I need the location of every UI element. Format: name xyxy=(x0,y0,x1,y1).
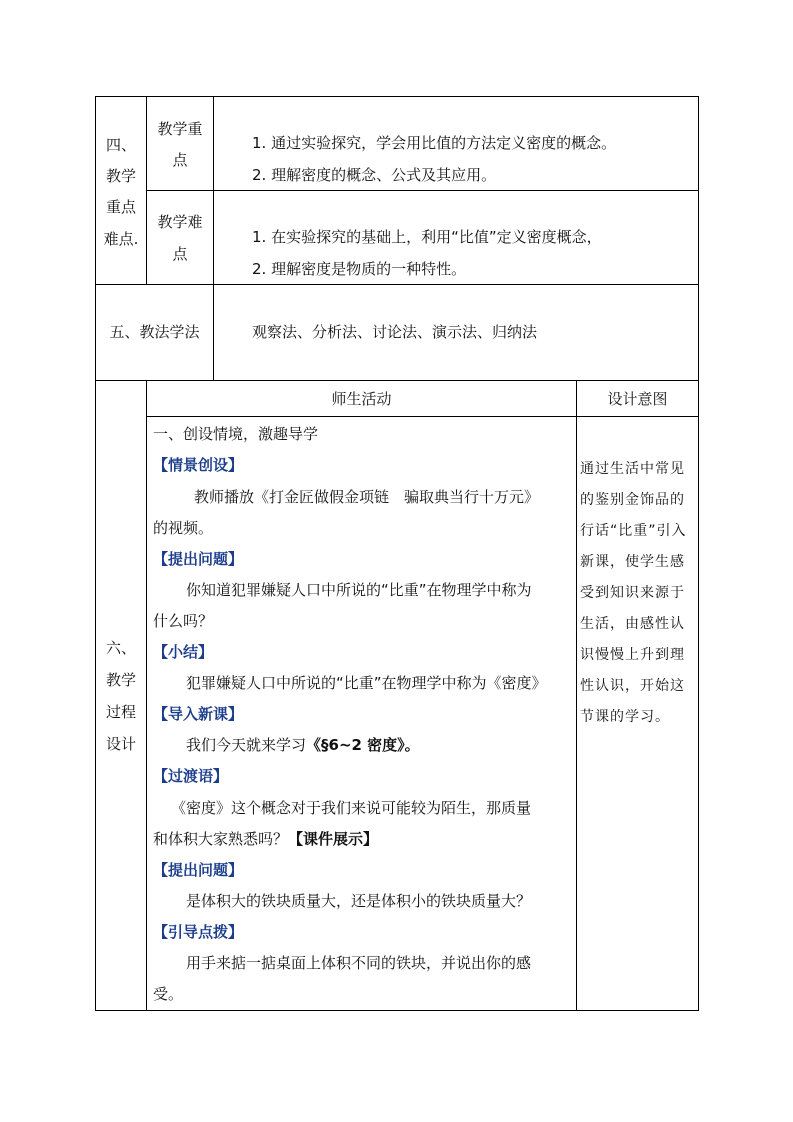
section4-label-line2: 教学 xyxy=(105,167,136,185)
activity-line-09: 犯罪嫌疑人口中所说的“比重”在物理学中称为《密度》 xyxy=(186,674,547,692)
section6-label-line3: 过程 xyxy=(105,703,136,721)
activity-line-14-tag: 【课件展示】 xyxy=(288,830,379,848)
difficulties-item-1: 1. 在实验探究的基础上，利用“比值”定义密度概念， xyxy=(252,228,602,246)
divider-col-design xyxy=(576,380,577,1011)
header-activity: 师生活动 xyxy=(331,390,392,408)
activity-line-19: 受。 xyxy=(153,985,184,1003)
activity-line-14-text: 和体积大家熟悉吗？ xyxy=(153,830,289,848)
difficulties-label-line1: 教学难 xyxy=(157,213,203,231)
activity-line-07: 什么吗？ xyxy=(153,612,214,630)
divider-section6-header xyxy=(146,416,699,417)
divider-keypoints xyxy=(146,190,699,191)
divider-col2-sec4 xyxy=(213,96,214,380)
section5-content: 观察法、分析法、讨论法、演示法、归纳法 xyxy=(252,323,538,341)
divider-col1-sec6 xyxy=(146,380,147,1011)
difficulties-item-2: 2. 理解密度是物质的一种特性。 xyxy=(252,260,467,278)
section4-label-line4: 难点. xyxy=(103,230,139,248)
activity-line-01: 一、创设情境，激趣导学 xyxy=(153,425,319,443)
activity-line-13: 《密度》这个概念对于我们来说可能较为陌生，那质量 xyxy=(171,799,532,817)
activity-line-06: 你知道犯罪嫌疑人口中所说的“比重”在物理学中称为 xyxy=(186,581,532,599)
design-intent-text: 通过生活中常见的鉴别金饰品的行话“比重”引入新课，使学生感受到知识来源于生活，由感性认识慢慢上升到理性认识，开始这节课的学习。 xyxy=(580,461,687,725)
activity-subheading-question-1: 【提出问题】 xyxy=(153,550,244,568)
activity-line-11 xyxy=(186,735,420,755)
table-right-border xyxy=(698,96,699,1011)
activity-line-11-title: 《§6~2 密度》。 xyxy=(306,736,420,754)
activity-line-03: 教师播放《打金匠做假金项链 骗取典当行十万元》 xyxy=(194,488,540,506)
header-design: 设计意图 xyxy=(607,390,668,408)
section4-label-line1: 四、 xyxy=(105,136,136,154)
keypoints-item-1: 1. 通过实验探究，学会用比值的方法定义密度的概念。 xyxy=(252,134,617,152)
divider-section5-end xyxy=(95,380,699,381)
keypoints-item-2: 2. 理解密度的概念、公式及其应用。 xyxy=(252,166,497,184)
activity-subheading-guide: 【引导点拨】 xyxy=(153,923,244,941)
keypoints-label-line1: 教学重 xyxy=(157,120,203,138)
difficulties-label-line2: 点 xyxy=(172,245,188,263)
activity-line-11-text: 我们今天就来学习 xyxy=(186,736,307,754)
section5-label: 五、教法学法 xyxy=(109,323,200,341)
section6-label-line1: 六、 xyxy=(105,639,136,657)
activity-subheading-transition: 【过渡语】 xyxy=(153,767,229,785)
activity-line-18: 用手来掂一掂桌面上体积不同的铁块，并说出你的感 xyxy=(186,954,532,972)
activity-line-16: 是体积大的铁块质量大，还是体积小的铁块质量大？ xyxy=(186,892,532,910)
activity-subheading-question-2: 【提出问题】 xyxy=(153,861,244,879)
table-top-border xyxy=(95,96,699,97)
table-bottom-border xyxy=(95,1010,699,1011)
activity-subheading-scenario: 【情景创设】 xyxy=(153,456,244,474)
activity-line-04: 的视频。 xyxy=(153,519,214,537)
divider-section4-end xyxy=(95,284,699,285)
section6-label-line4: 设计 xyxy=(105,735,136,753)
keypoints-label-line2: 点 xyxy=(172,151,188,169)
activity-subheading-intro: 【导入新课】 xyxy=(153,705,244,723)
activity-subheading-summary: 【小结】 xyxy=(153,643,214,661)
section6-label-line2: 教学 xyxy=(105,671,136,689)
section4-label-line3: 重点 xyxy=(105,198,136,216)
activity-line-14 xyxy=(153,829,378,849)
